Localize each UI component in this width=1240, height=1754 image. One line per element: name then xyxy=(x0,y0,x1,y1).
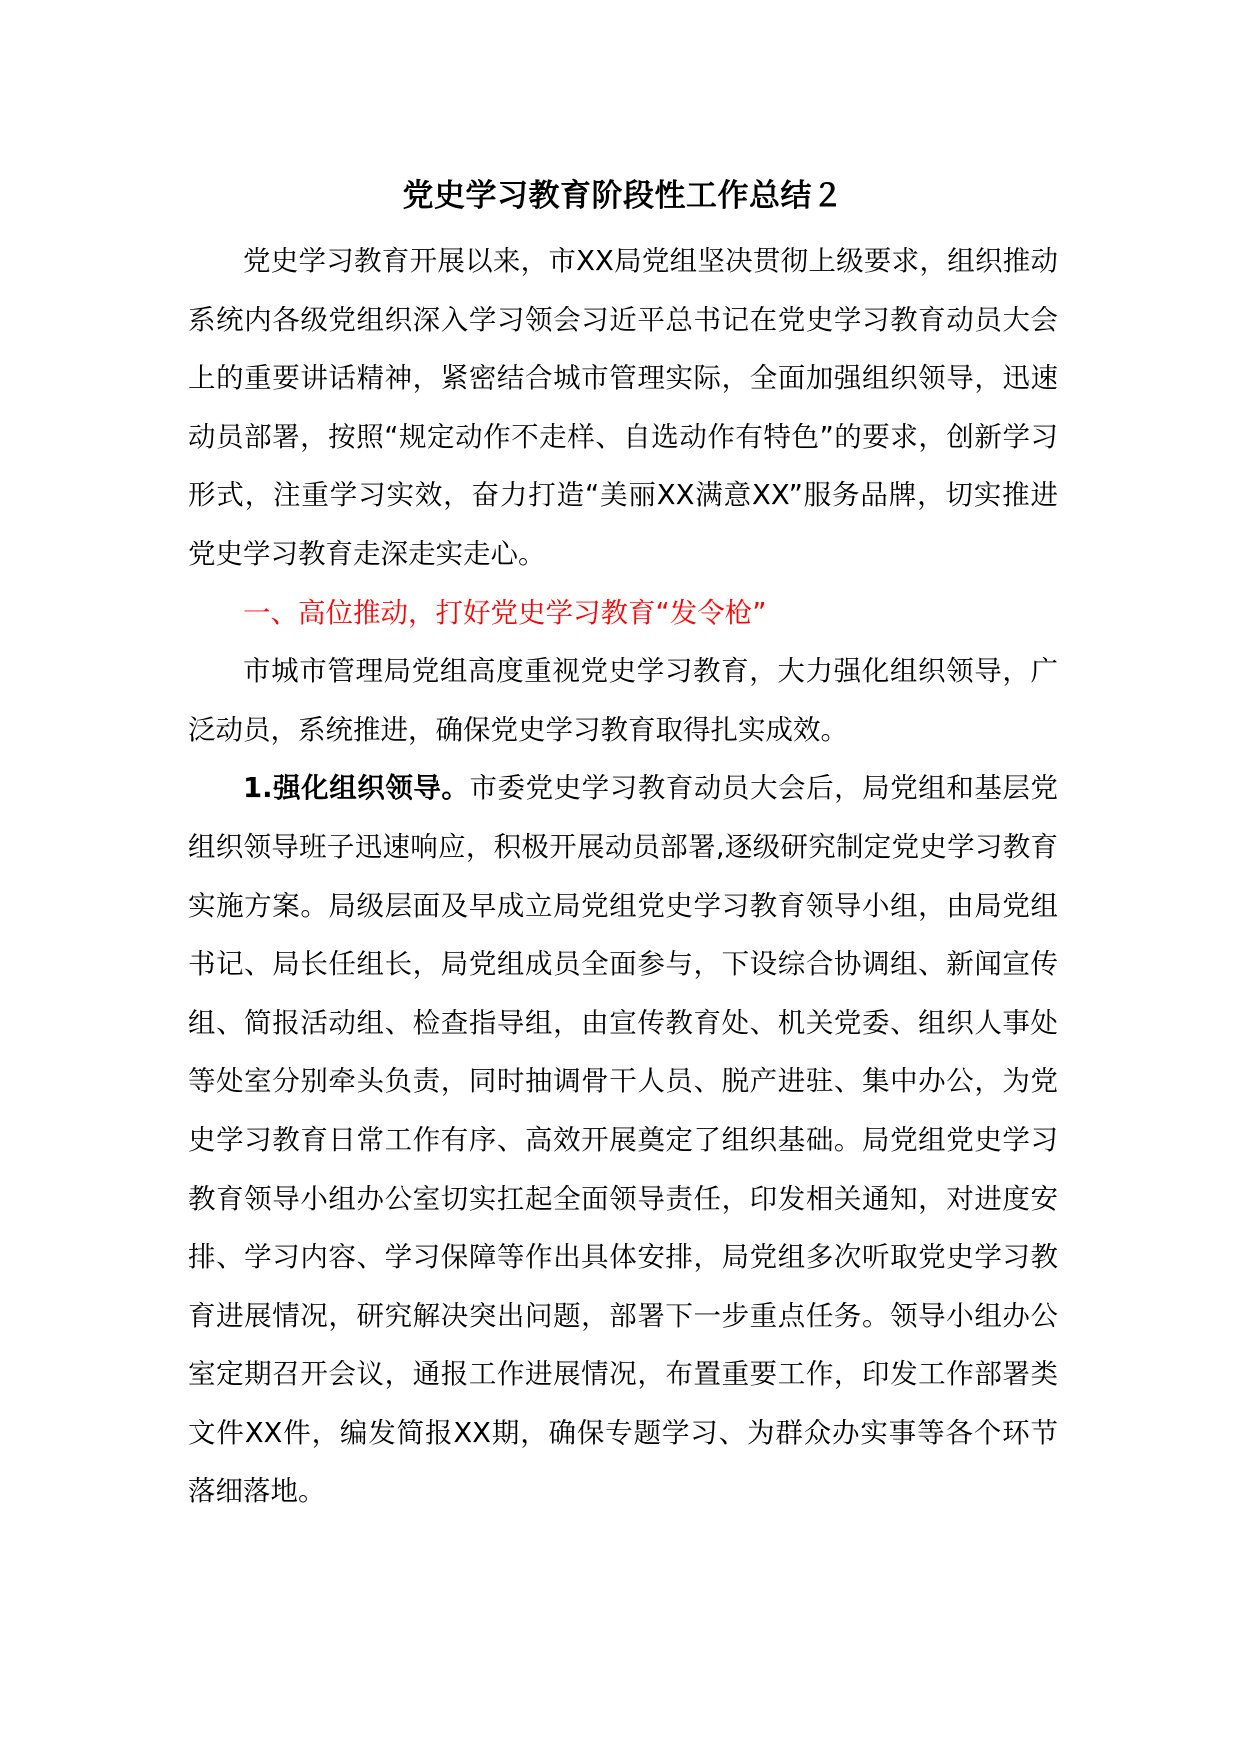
document-page xyxy=(188,160,1058,1521)
item-1-body: 市委党史学习教育动员大会后，局党组和基层党组织领导班子迅速响应，积极开展动员部署,逐级研究制定党史学习教育实施方案。局级层面及早成立局党组党史学习教育领导小组，由局党组书记、局长任组长，局党组成员全面参与，下设综合协调组、新闻宣传组、简报活动组、检查指导组，由宣传教育处、机关党委、组织人事处等处室分别牵头负责，同时抽调骨干人员、脱产进驻、集中办公，为党史学习教育日常工作有序、高效开展奠定了组织基础。局党组党史学习教育领导小组办公室切实扛起全面领导责任，印发相关通知，对进度安排、学习内容、学习保障等作出具体安排，局党组多次听取党史学习教育进展情况，研究解决突出问题，部署下一步重点任务。领导小组办公室定期召开会议，通报工作进展情况，布置重要工作，印发工作部署类文件XX件，编发简报XX期，确保专题学习、为群众办实事等各个环节落细落地。 xyxy=(188,772,1058,1508)
section-heading-1: 一、高位推动，打好党史学习教育“发令枪” xyxy=(243,596,767,629)
intro-paragraph: 党史学习教育开展以来，市XX局党组坚决贯彻上级要求，组织推动系统内各级党组织深入学习领会习近平总书记在党史学习教育动员大会上的重要讲话精神，紧密结合城市管理实际，全面加强组织领导，迅速动员部署，按照“规定动作不走样、自选动作有特色”的要求，创新学习形式，注重学习实效，奋力打造“美丽XX满意XX”服务品牌，切实推进党史学习教育走深走实走心。 xyxy=(188,245,1058,570)
item-1-lead: 1.强化组织领导。 xyxy=(243,772,470,805)
document-title: 党史学习教育阶段性工作总结２ xyxy=(402,178,844,214)
item-1-paragraph xyxy=(188,759,1058,1521)
section-1-intro-paragraph: 市城市管理局党组高度重视党史学习教育，大力强化组织领导，广泛动员，系统推进，确保党史学习教育取得扎实成效。 xyxy=(188,655,1058,746)
